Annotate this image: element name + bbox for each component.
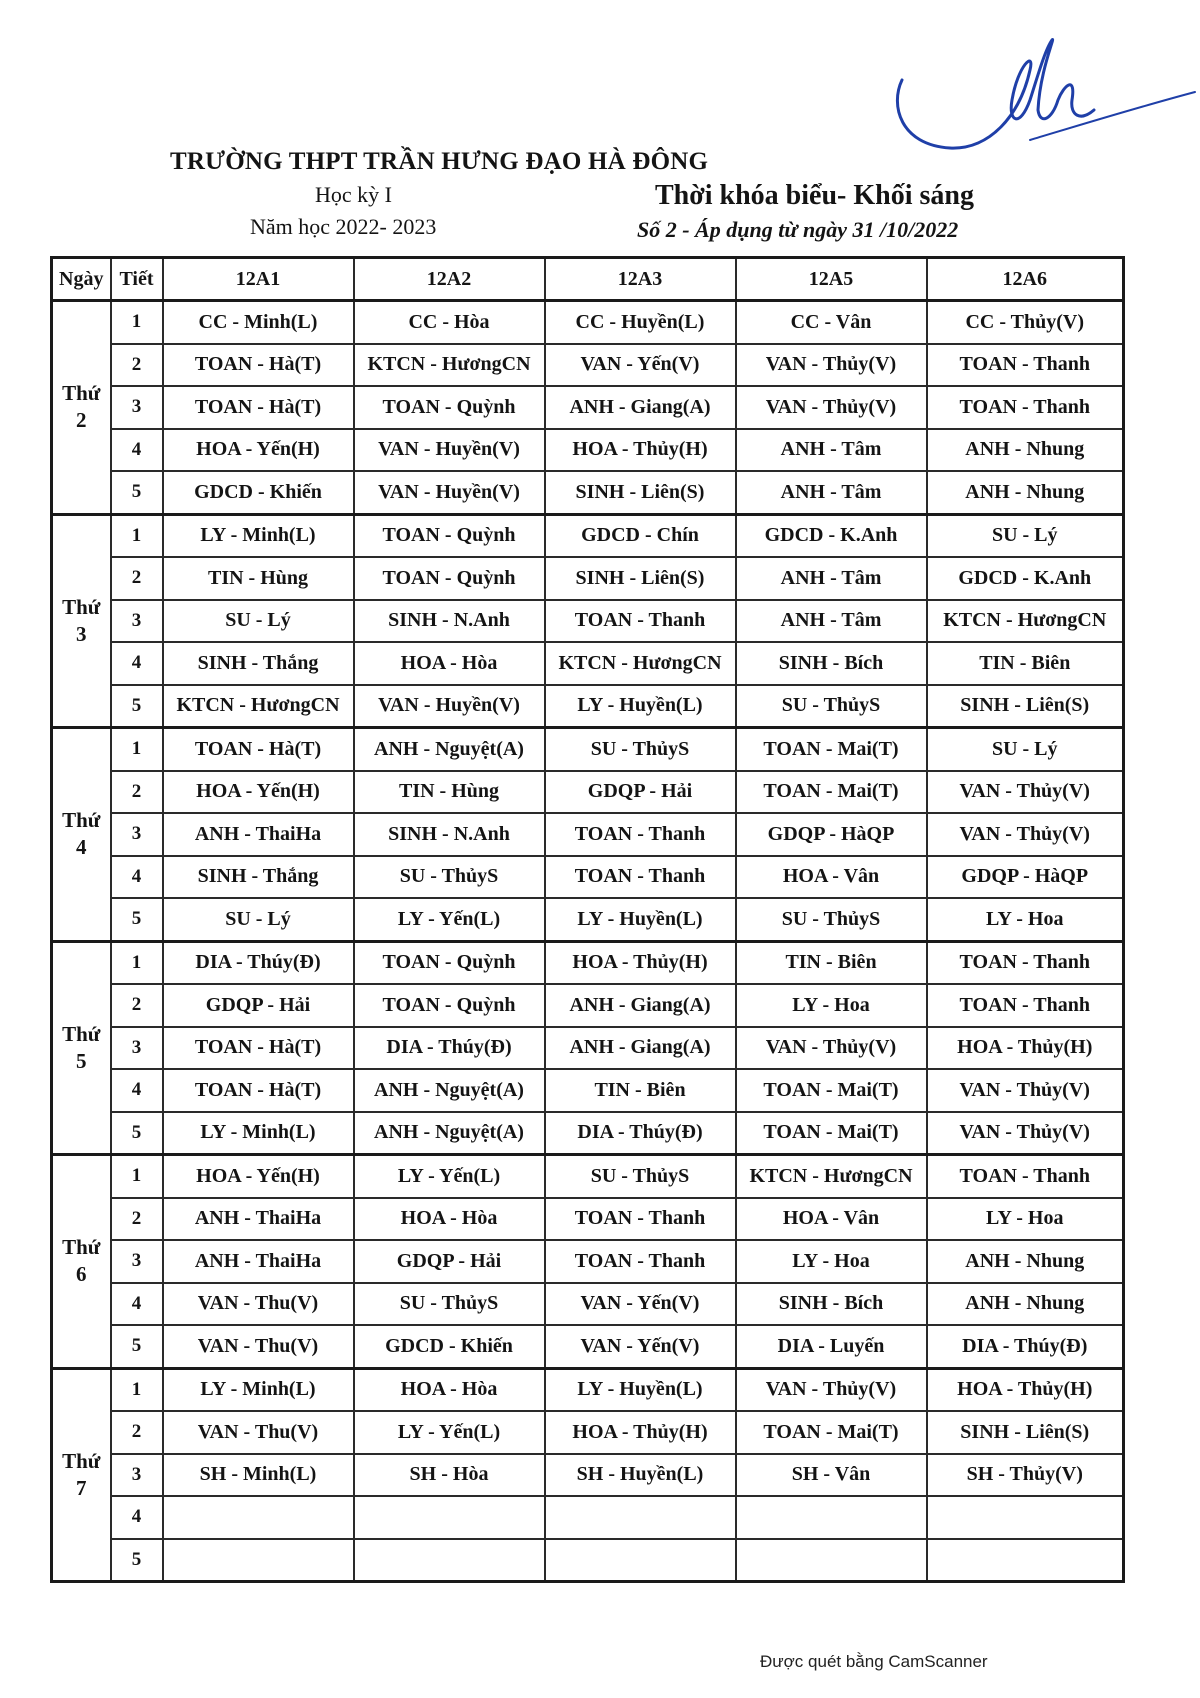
lesson-cell: LY - Minh(L) — [163, 1368, 354, 1411]
lesson-cell: SH - Thủy(V) — [927, 1454, 1124, 1497]
lesson-cell: ANH - Tâm — [736, 557, 927, 600]
lesson-cell: LY - Huyền(L) — [545, 1368, 736, 1411]
lesson-cell: TOAN - Thanh — [927, 984, 1124, 1027]
period-cell: 5 — [111, 1325, 163, 1368]
col-header-class: 12A6 — [927, 258, 1124, 301]
lesson-cell: SINH - Liên(S) — [927, 685, 1124, 728]
table-row — [52, 514, 1124, 557]
lesson-cell: ANH - Nhung — [927, 1240, 1124, 1283]
table-row — [52, 471, 1124, 514]
header-row — [52, 258, 1124, 301]
lesson-cell: TOAN - Quỳnh — [354, 557, 545, 600]
lesson-cell: ANH - Nhung — [927, 471, 1124, 514]
lesson-cell: DIA - Luyến — [736, 1325, 927, 1368]
lesson-cell: SINH - Thắng — [163, 642, 354, 685]
table-row — [52, 1325, 1124, 1368]
lesson-cell: SINH - Thắng — [163, 856, 354, 899]
lesson-cell: SU - ThủyS — [354, 856, 545, 899]
lesson-cell: VAN - Thủy(V) — [736, 386, 927, 429]
period-cell: 4 — [111, 1496, 163, 1539]
lesson-cell: GDCD - Khiến — [354, 1325, 545, 1368]
table-row — [52, 1454, 1124, 1497]
period-cell: 4 — [111, 1283, 163, 1326]
lesson-cell: CC - Hòa — [354, 301, 545, 344]
col-header-class: 12A1 — [163, 258, 354, 301]
lesson-cell: SU - Lý — [163, 898, 354, 941]
lesson-cell: KTCN - HươngCN — [354, 344, 545, 387]
lesson-cell: HOA - Thủy(H) — [927, 1368, 1124, 1411]
period-cell: 5 — [111, 1539, 163, 1582]
table-row — [52, 557, 1124, 600]
lesson-cell: TOAN - Hà(T) — [163, 728, 354, 771]
period-cell: 1 — [111, 514, 163, 557]
lesson-cell: ANH - Nhung — [927, 429, 1124, 472]
period-cell: 5 — [111, 1112, 163, 1155]
table-row — [52, 685, 1124, 728]
period-cell: 1 — [111, 728, 163, 771]
lesson-cell: TIN - Biên — [927, 642, 1124, 685]
lesson-cell: TOAN - Thanh — [545, 813, 736, 856]
period-cell: 3 — [111, 1027, 163, 1070]
period-cell: 1 — [111, 301, 163, 344]
period-cell: 1 — [111, 1155, 163, 1198]
lesson-cell: SH - Hòa — [354, 1454, 545, 1497]
lesson-cell: HOA - Hòa — [354, 1198, 545, 1241]
period-cell: 2 — [111, 344, 163, 387]
day-cell: Thứ 7 — [52, 1368, 111, 1582]
school-name: TRƯỜNG THPT TRẦN HƯNG ĐẠO HÀ ĐÔNG — [170, 148, 709, 175]
lesson-cell: SU - ThủyS — [736, 685, 927, 728]
lesson-cell: ANH - Giang(A) — [545, 386, 736, 429]
lesson-cell: HOA - Yến(H) — [163, 771, 354, 814]
lesson-cell: HOA - Hòa — [354, 642, 545, 685]
period-cell: 5 — [111, 685, 163, 728]
lesson-cell: LY - Hoa — [736, 1240, 927, 1283]
lesson-cell: SINH - Liên(S) — [927, 1411, 1124, 1454]
lesson-cell: TOAN - Hà(T) — [163, 1027, 354, 1070]
period-cell: 3 — [111, 600, 163, 643]
table-row — [52, 1368, 1124, 1411]
lesson-cell: ANH - Giang(A) — [545, 1027, 736, 1070]
term-label: Học kỳ I — [315, 182, 392, 207]
lesson-cell: TOAN - Thanh — [927, 1155, 1124, 1198]
lesson-cell: SINH - Liên(S) — [545, 471, 736, 514]
lesson-cell: VAN - Huyền(V) — [354, 471, 545, 514]
lesson-cell: SU - ThủyS — [354, 1283, 545, 1326]
lesson-cell — [354, 1539, 545, 1582]
period-cell: 3 — [111, 1240, 163, 1283]
lesson-cell: SINH - N.Anh — [354, 600, 545, 643]
lesson-cell: HOA - Vân — [736, 856, 927, 899]
lesson-cell: GDCD - Chín — [545, 514, 736, 557]
lesson-cell: VAN - Yến(V) — [545, 1283, 736, 1326]
lesson-cell: TOAN - Thanh — [545, 600, 736, 643]
lesson-cell: SH - Minh(L) — [163, 1454, 354, 1497]
lesson-cell: TOAN - Thanh — [545, 1240, 736, 1283]
lesson-cell: LY - Hoa — [927, 1198, 1124, 1241]
period-cell: 5 — [111, 471, 163, 514]
lesson-cell: ANH - Nguyệt(A) — [354, 1069, 545, 1112]
day-cell: Thứ 2 — [52, 301, 111, 515]
lesson-cell: SU - Lý — [163, 600, 354, 643]
lesson-cell: HOA - Yến(H) — [163, 429, 354, 472]
lesson-cell: SH - Vân — [736, 1454, 927, 1497]
lesson-cell: CC - Minh(L) — [163, 301, 354, 344]
signature-mark — [880, 30, 1200, 160]
lesson-cell: ANH - Nhung — [927, 1283, 1124, 1326]
lesson-cell: VAN - Thủy(V) — [927, 813, 1124, 856]
lesson-cell: LY - Minh(L) — [163, 1112, 354, 1155]
lesson-cell: VAN - Thủy(V) — [736, 344, 927, 387]
lesson-cell: HOA - Thủy(H) — [545, 1411, 736, 1454]
table-row — [52, 771, 1124, 814]
table-row — [52, 1411, 1124, 1454]
day-cell: Thứ 4 — [52, 728, 111, 942]
lesson-cell: TOAN - Thanh — [927, 386, 1124, 429]
lesson-cell: GDQP - Hải — [354, 1240, 545, 1283]
col-header-class: 12A5 — [736, 258, 927, 301]
period-cell: 4 — [111, 1069, 163, 1112]
table-row — [52, 1283, 1124, 1326]
lesson-cell: VAN - Huyền(V) — [354, 685, 545, 728]
table-row — [52, 813, 1124, 856]
table-row — [52, 301, 1124, 344]
lesson-cell: TOAN - Quỳnh — [354, 941, 545, 984]
table-row — [52, 1240, 1124, 1283]
table-row — [52, 600, 1124, 643]
lesson-cell: LY - Yến(L) — [354, 1411, 545, 1454]
lesson-cell: HOA - Thủy(H) — [545, 941, 736, 984]
col-header-class: 12A3 — [545, 258, 736, 301]
col-header-class: 12A2 — [354, 258, 545, 301]
lesson-cell: SU - ThủyS — [545, 728, 736, 771]
period-cell: 2 — [111, 771, 163, 814]
lesson-cell: VAN - Thu(V) — [163, 1283, 354, 1326]
timetable-body — [52, 301, 1124, 1582]
lesson-cell: TOAN - Thanh — [927, 344, 1124, 387]
period-cell: 3 — [111, 813, 163, 856]
lesson-cell: GDQP - Hải — [545, 771, 736, 814]
lesson-cell: GDQP - HàQP — [736, 813, 927, 856]
table-row — [52, 1069, 1124, 1112]
lesson-cell: ANH - Tâm — [736, 600, 927, 643]
lesson-cell: ANH - Tâm — [736, 471, 927, 514]
table-row — [52, 642, 1124, 685]
period-cell: 2 — [111, 984, 163, 1027]
table-row — [52, 1496, 1124, 1539]
lesson-cell: VAN - Huyền(V) — [354, 429, 545, 472]
lesson-cell: HOA - Hòa — [354, 1368, 545, 1411]
lesson-cell: VAN - Yến(V) — [545, 344, 736, 387]
col-header-period: Tiết — [111, 258, 163, 301]
period-cell: 2 — [111, 1198, 163, 1241]
lesson-cell: KTCN - HươngCN — [927, 600, 1124, 643]
lesson-cell: CC - Vân — [736, 301, 927, 344]
lesson-cell — [736, 1496, 927, 1539]
timetable — [50, 256, 1125, 1583]
lesson-cell: LY - Huyền(L) — [545, 898, 736, 941]
period-cell: 4 — [111, 429, 163, 472]
table-row — [52, 1155, 1124, 1198]
lesson-cell: SU - ThủyS — [545, 1155, 736, 1198]
lesson-cell — [354, 1496, 545, 1539]
scanner-footer: Được quét bằng CamScanner — [760, 1652, 988, 1671]
lesson-cell: SH - Huyền(L) — [545, 1454, 736, 1497]
lesson-cell: TIN - Hùng — [163, 557, 354, 600]
lesson-cell: TOAN - Mai(T) — [736, 771, 927, 814]
table-row — [52, 728, 1124, 771]
lesson-cell: TOAN - Mai(T) — [736, 728, 927, 771]
lesson-cell: SINH - Liên(S) — [545, 557, 736, 600]
lesson-cell — [163, 1539, 354, 1582]
lesson-cell: TIN - Hùng — [354, 771, 545, 814]
table-row — [52, 898, 1124, 941]
lesson-cell: SU - Lý — [927, 514, 1124, 557]
lesson-cell: ANH - Tâm — [736, 429, 927, 472]
lesson-cell: TOAN - Mai(T) — [736, 1069, 927, 1112]
lesson-cell: DIA - Thúy(Đ) — [163, 941, 354, 984]
lesson-cell: TIN - Biên — [545, 1069, 736, 1112]
period-cell: 1 — [111, 1368, 163, 1411]
lesson-cell: KTCN - HươngCN — [163, 685, 354, 728]
period-cell: 2 — [111, 1411, 163, 1454]
period-cell: 4 — [111, 856, 163, 899]
lesson-cell: TOAN - Hà(T) — [163, 386, 354, 429]
lesson-cell: VAN - Thủy(V) — [927, 771, 1124, 814]
lesson-cell: TOAN - Hà(T) — [163, 1069, 354, 1112]
lesson-cell — [927, 1539, 1124, 1582]
period-cell: 3 — [111, 1454, 163, 1497]
lesson-cell: ANH - Giang(A) — [545, 984, 736, 1027]
lesson-cell: HOA - Yến(H) — [163, 1155, 354, 1198]
table-row — [52, 1112, 1124, 1155]
period-cell: 4 — [111, 642, 163, 685]
timetable-title: Thời khóa biểu- Khối sáng — [655, 180, 974, 211]
lesson-cell: VAN - Thủy(V) — [927, 1112, 1124, 1155]
lesson-cell: VAN - Thủy(V) — [736, 1027, 927, 1070]
lesson-cell: TOAN - Mai(T) — [736, 1411, 927, 1454]
table-row — [52, 429, 1124, 472]
lesson-cell: ANH - ThaiHa — [163, 1198, 354, 1241]
table-row — [52, 856, 1124, 899]
lesson-cell: ANH - Nguyệt(A) — [354, 728, 545, 771]
period-cell: 3 — [111, 386, 163, 429]
table-row — [52, 344, 1124, 387]
lesson-cell: TIN - Biên — [736, 941, 927, 984]
lesson-cell: ANH - Nguyệt(A) — [354, 1112, 545, 1155]
day-cell: Thứ 5 — [52, 941, 111, 1155]
lesson-cell: SINH - N.Anh — [354, 813, 545, 856]
lesson-cell: TOAN - Thanh — [545, 856, 736, 899]
lesson-cell: LY - Huyền(L) — [545, 685, 736, 728]
lesson-cell: GDQP - Hải — [163, 984, 354, 1027]
lesson-cell — [545, 1496, 736, 1539]
lesson-cell: VAN - Yến(V) — [545, 1325, 736, 1368]
lesson-cell: TOAN - Thanh — [927, 941, 1124, 984]
lesson-cell — [736, 1539, 927, 1582]
lesson-cell: ANH - ThaiHa — [163, 813, 354, 856]
lesson-cell: HOA - Thủy(H) — [545, 429, 736, 472]
lesson-cell: LY - Hoa — [927, 898, 1124, 941]
table-row — [52, 1027, 1124, 1070]
lesson-cell: LY - Yến(L) — [354, 1155, 545, 1198]
table-row — [52, 1198, 1124, 1241]
lesson-cell: GDQP - HàQP — [927, 856, 1124, 899]
lesson-cell: VAN - Thu(V) — [163, 1411, 354, 1454]
lesson-cell: CC - Thủy(V) — [927, 301, 1124, 344]
lesson-cell: ANH - ThaiHa — [163, 1240, 354, 1283]
table-row — [52, 941, 1124, 984]
lesson-cell — [927, 1496, 1124, 1539]
timetable-subtitle: Số 2 - Áp dụng từ ngày 31 /10/2022 — [637, 217, 959, 242]
lesson-cell: CC - Huyền(L) — [545, 301, 736, 344]
table-row — [52, 386, 1124, 429]
lesson-cell: TOAN - Quỳnh — [354, 984, 545, 1027]
lesson-cell: SU - Lý — [927, 728, 1124, 771]
lesson-cell: GDCD - Khiến — [163, 471, 354, 514]
lesson-cell: DIA - Thúy(Đ) — [545, 1112, 736, 1155]
day-cell: Thứ 3 — [52, 514, 111, 728]
lesson-cell: VAN - Thủy(V) — [927, 1069, 1124, 1112]
lesson-cell: VAN - Thu(V) — [163, 1325, 354, 1368]
lesson-cell: SINH - Bích — [736, 1283, 927, 1326]
lesson-cell: GDCD - K.Anh — [927, 557, 1124, 600]
lesson-cell: TOAN - Thanh — [545, 1198, 736, 1241]
school-year: Năm học 2022- 2023 — [250, 214, 437, 239]
lesson-cell — [163, 1496, 354, 1539]
table-row — [52, 1539, 1124, 1582]
lesson-cell: HOA - Thủy(H) — [927, 1027, 1124, 1070]
lesson-cell: LY - Yến(L) — [354, 898, 545, 941]
period-cell: 5 — [111, 898, 163, 941]
lesson-cell: GDCD - K.Anh — [736, 514, 927, 557]
lesson-cell: SU - ThủyS — [736, 898, 927, 941]
table-row — [52, 984, 1124, 1027]
day-cell: Thứ 6 — [52, 1155, 111, 1369]
lesson-cell: DIA - Thúy(Đ) — [354, 1027, 545, 1070]
lesson-cell: TOAN - Quỳnh — [354, 514, 545, 557]
lesson-cell: LY - Hoa — [736, 984, 927, 1027]
lesson-cell: TOAN - Mai(T) — [736, 1112, 927, 1155]
lesson-cell: KTCN - HươngCN — [545, 642, 736, 685]
col-header-day: Ngày — [52, 258, 111, 301]
lesson-cell — [545, 1539, 736, 1582]
lesson-cell: SINH - Bích — [736, 642, 927, 685]
lesson-cell: KTCN - HươngCN — [736, 1155, 927, 1198]
lesson-cell: TOAN - Quỳnh — [354, 386, 545, 429]
period-cell: 1 — [111, 941, 163, 984]
lesson-cell: VAN - Thủy(V) — [736, 1368, 927, 1411]
lesson-cell: HOA - Vân — [736, 1198, 927, 1241]
lesson-cell: TOAN - Hà(T) — [163, 344, 354, 387]
lesson-cell: DIA - Thúy(Đ) — [927, 1325, 1124, 1368]
period-cell: 2 — [111, 557, 163, 600]
lesson-cell: LY - Minh(L) — [163, 514, 354, 557]
